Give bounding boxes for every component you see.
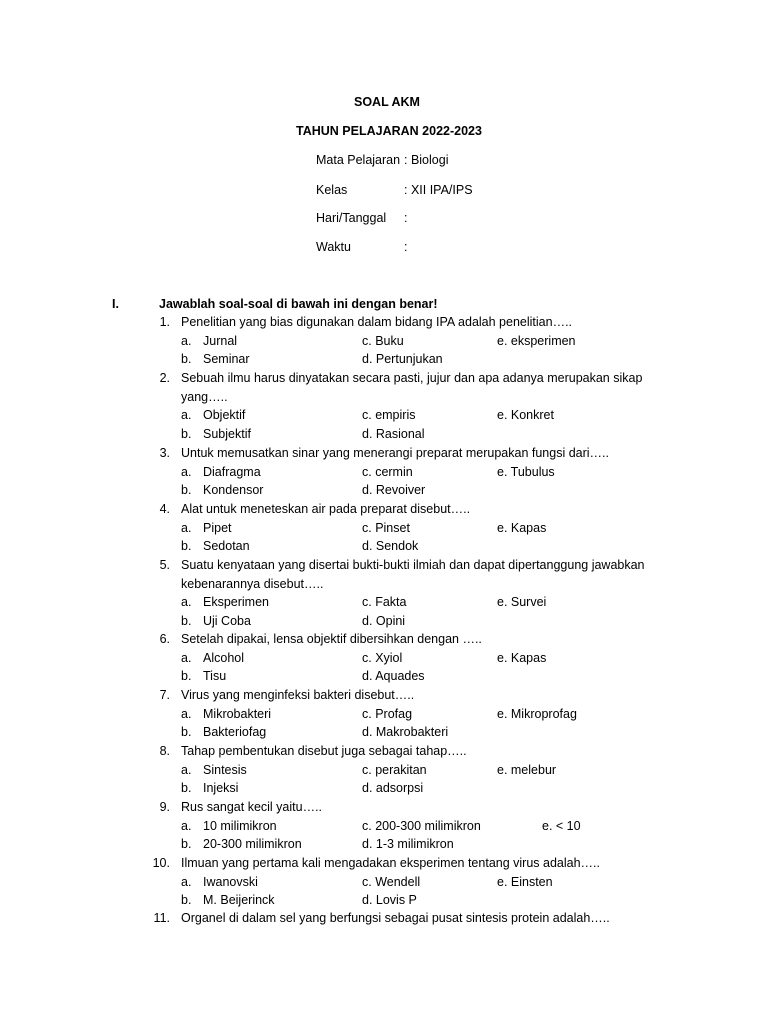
option-b-text: Uji Coba bbox=[203, 614, 251, 629]
option-b-letter: b. bbox=[181, 427, 192, 442]
section-numeral: I. bbox=[112, 297, 119, 311]
option-c: c. Pinset bbox=[362, 520, 410, 535]
option-d: d. Lovis P bbox=[362, 893, 417, 908]
option-d: d. adsorpsi bbox=[362, 781, 424, 796]
option-b-text: Seminar bbox=[203, 352, 250, 367]
option-e: e. Tubulus bbox=[497, 464, 555, 479]
option-b-text: M. Beijerinck bbox=[203, 893, 275, 908]
question-number: 5. bbox=[159, 558, 170, 572]
question-text: Setelah dipakai, lensa objektif dibersihkan dengan ….. bbox=[181, 632, 482, 646]
section-instruction: Jawablah soal-soal di bawah ini dengan benar! bbox=[159, 297, 438, 311]
info-value-subject: : Biologi bbox=[404, 153, 449, 167]
question-number: 3. bbox=[159, 446, 170, 460]
option-a-letter: a. bbox=[181, 408, 192, 423]
question-text: Untuk memusatkan sinar yang menerangi preparat merupakan fungsi dari….. bbox=[181, 446, 609, 460]
question-text: yang….. bbox=[181, 389, 228, 404]
option-b-letter: b. bbox=[181, 669, 192, 684]
option-c: c. Profag bbox=[362, 706, 413, 721]
option-b-text: Sedotan bbox=[203, 539, 250, 554]
option-d: d. Opini bbox=[362, 614, 406, 629]
option-b-text: Kondensor bbox=[203, 483, 264, 498]
info-label-date: Hari/Tanggal bbox=[316, 211, 387, 225]
question-text: Organel di dalam sel yang berfungsi sebagai pusat sintesis protein adalah….. bbox=[181, 911, 610, 925]
option-d: d. Makrobakteri bbox=[362, 725, 449, 740]
option-c: c. cermin bbox=[362, 464, 413, 479]
option-b-text: Injeksi bbox=[203, 781, 239, 796]
option-b-letter: b. bbox=[181, 837, 192, 852]
question-text: kebenarannya disebut….. bbox=[181, 576, 324, 591]
question-text: Tahap pembentukan disebut juga sebagai tahap….. bbox=[181, 744, 467, 758]
option-a-letter: a. bbox=[181, 818, 192, 833]
option-b-letter: b. bbox=[181, 725, 192, 740]
question-number: 11. bbox=[153, 911, 170, 925]
option-e: e. Kapas bbox=[497, 650, 547, 665]
question-number: 9. bbox=[159, 800, 170, 814]
question-text: Rus sangat kecil yaitu….. bbox=[181, 800, 323, 814]
page-title: SOAL AKM bbox=[354, 95, 420, 109]
info-value-time: : bbox=[404, 240, 408, 254]
option-a-letter: a. bbox=[181, 706, 192, 721]
option-c: c. perakitan bbox=[362, 762, 427, 777]
option-e: e. melebur bbox=[497, 762, 557, 777]
option-b-text: 20-300 milimikron bbox=[203, 837, 302, 852]
option-a-text: Objektif bbox=[203, 408, 246, 423]
option-a-text: Alcohol bbox=[203, 650, 244, 665]
option-a-text: Iwanovski bbox=[203, 874, 258, 889]
option-d: d. Pertunjukan bbox=[362, 352, 443, 367]
question-text: Alat untuk meneteskan air pada preparat disebut….. bbox=[181, 502, 471, 516]
option-e: e. < 10 bbox=[542, 818, 581, 833]
option-a-text: 10 milimikron bbox=[203, 818, 277, 833]
option-b-text: Subjektif bbox=[203, 427, 251, 442]
option-b-letter: b. bbox=[181, 893, 192, 908]
option-e: e. Survei bbox=[497, 595, 547, 610]
option-e: e. Kapas bbox=[497, 520, 547, 535]
option-d: d. Rasional bbox=[362, 427, 425, 442]
option-d: d. Revoiver bbox=[362, 483, 426, 498]
info-value-date: : bbox=[404, 211, 408, 225]
option-b-letter: b. bbox=[181, 483, 192, 498]
question-text: Suatu kenyataan yang disertai bukti-bukti ilmiah dan dapat dipertanggung jawabkan bbox=[181, 558, 645, 572]
option-b-letter: b. bbox=[181, 352, 192, 367]
question-text: Ilmuan yang pertama kali mengadakan eksperimen tentang virus adalah….. bbox=[181, 856, 600, 870]
option-a-letter: a. bbox=[181, 595, 192, 610]
option-c: c. Wendell bbox=[362, 874, 421, 889]
option-c: c. 200-300 milimikron bbox=[362, 818, 481, 833]
question-text: Virus yang menginfeksi bakteri disebut….. bbox=[181, 688, 415, 702]
option-b-letter: b. bbox=[181, 614, 192, 629]
info-value-class: : XII IPA/IPS bbox=[404, 183, 473, 197]
option-b-text: Tisu bbox=[203, 669, 227, 684]
option-a-text: Jurnal bbox=[203, 333, 238, 348]
option-a-text: Eksperimen bbox=[203, 595, 269, 610]
option-a-letter: a. bbox=[181, 333, 192, 348]
option-a-text: Diafragma bbox=[203, 464, 261, 479]
option-d: d. Sendok bbox=[362, 539, 419, 554]
question-number: 8. bbox=[159, 744, 170, 758]
option-a-text: Sintesis bbox=[203, 762, 247, 777]
option-a-text: Mikrobakteri bbox=[203, 706, 272, 721]
question-text: Sebuah ilmu harus dinyatakan secara pasti, jujur dan apa adanya merupakan sikap bbox=[181, 371, 643, 385]
option-d: d. 1-3 milimikron bbox=[362, 837, 454, 852]
option-a-letter: a. bbox=[181, 520, 192, 535]
info-label-subject: Mata Pelajaran bbox=[316, 153, 401, 167]
question-number: 1. bbox=[159, 315, 170, 329]
option-c: c. Buku bbox=[362, 333, 404, 348]
question-number: 4. bbox=[159, 502, 170, 516]
option-c: c. Fakta bbox=[362, 595, 407, 610]
question-number: 10. bbox=[152, 856, 170, 870]
option-a-text: Pipet bbox=[203, 520, 232, 535]
option-e: e. Konkret bbox=[497, 408, 554, 423]
option-b-letter: b. bbox=[181, 781, 192, 796]
info-label-time: Waktu bbox=[316, 240, 351, 254]
question-text: Penelitian yang bias digunakan dalam bidang IPA adalah penelitian….. bbox=[181, 315, 573, 329]
option-a-letter: a. bbox=[181, 650, 192, 665]
option-e: e. Einsten bbox=[497, 874, 553, 889]
option-c: c. empiris bbox=[362, 408, 416, 423]
option-a-letter: a. bbox=[181, 762, 192, 777]
option-b-text: Bakteriofag bbox=[203, 725, 267, 740]
info-label-class: Kelas bbox=[316, 183, 348, 197]
option-e: e. Mikroprofag bbox=[497, 706, 577, 721]
question-number: 7. bbox=[159, 688, 170, 702]
academic-year: TAHUN PELAJARAN 2022-2023 bbox=[296, 124, 482, 138]
option-d: d. Aquades bbox=[362, 669, 425, 684]
option-b-letter: b. bbox=[181, 539, 192, 554]
option-e: e. eksperimen bbox=[497, 333, 576, 348]
option-c: c. Xyiol bbox=[362, 650, 403, 665]
question-number: 6. bbox=[159, 632, 170, 646]
option-a-letter: a. bbox=[181, 464, 192, 479]
question-number: 2. bbox=[159, 371, 170, 385]
option-a-letter: a. bbox=[181, 874, 192, 889]
